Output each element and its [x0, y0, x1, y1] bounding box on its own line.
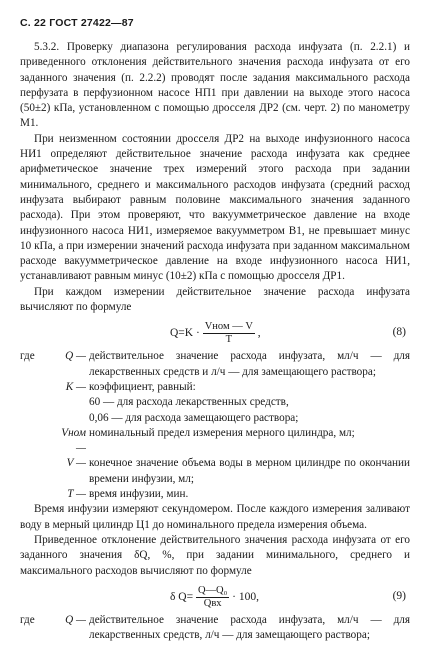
- definition-row: [20, 613, 410, 644]
- definition-symbol: V —: [66, 457, 86, 470]
- definitions-formula-9: [20, 613, 410, 644]
- definition-row: [20, 456, 410, 487]
- formula-9-denominator: Qвх: [203, 597, 222, 609]
- formula-8-number: (8): [392, 326, 406, 339]
- definition-text: действительное значение расхода инфузата, мл/ч — для лекарственных средств, л/ч — для замещающего раствора;: [89, 613, 410, 642]
- formula-9: [20, 581, 410, 611]
- formula-9-fraction: [196, 585, 229, 610]
- definition-text: коэффициент, равный:: [89, 380, 196, 393]
- page-header: С. 22 ГОСТ 27422—87: [20, 17, 134, 29]
- where-label: где: [20, 613, 35, 626]
- definition-row: [20, 426, 410, 457]
- paragraph-measurement: При неизменном состоянии дросселя ДР2 на выходе инфузионного насоса НИ1 определяют действительное значение расхода инфузата как среднее арифметическое значение трех измерений этого расхода при задании минимального, среднего и максимального расходов инфузата (средний расход инфузата выбирают равным половине максимального значения заданного расхода). При этом проверяют, что вакуумметрическое давление на входе инфузионного насоса НИ1, измеряемое вакуумметром В1, не превышает минус 10 кПа, а при измерении значений расхода инфузата при заданном максимальном расходе вакуумметрическое давление на входе инфузионного насоса НИ1, устанавливают равным минус (10±2) кПа с помощью дросселя ДР1.: [20, 132, 410, 283]
- definition-text: действительное значение расхода инфузата, мл/ч — для лекарственных средств и л/ч — для замещающего раствора;: [89, 350, 410, 378]
- formula-9-number: (9): [392, 589, 406, 602]
- paragraph-formula-intro: При каждом измерении действительное значение расхода инфузата вычисляют по формуле: [20, 285, 410, 314]
- paragraph-deviation: Приведенное отклонение действительного значения расхода инфузата от его заданного значения δQ, %, при задании минимального, среднего и максимального расходов вычисляют по формуле: [20, 533, 410, 577]
- definition-symbol: Vном —: [61, 426, 86, 455]
- formula-8-expression: [170, 321, 261, 346]
- definition-row: [20, 395, 410, 410]
- formula-8-comma: ,: [257, 327, 261, 340]
- definition-row: [20, 487, 410, 502]
- definition-symbol: Q —: [65, 350, 86, 363]
- formula-8-numerator: Vном — V: [204, 321, 253, 333]
- definition-row: [20, 380, 410, 395]
- definitions-formula-8: [20, 349, 410, 502]
- formula-9-tail: · 100,: [232, 590, 260, 603]
- formula-9-expression: [170, 585, 259, 610]
- definition-symbol: K —: [65, 380, 86, 393]
- paragraph-infusion-time: Время инфузии измеряют секундомером. После каждого измерения заливают воду в мерный цилиндр Ц1 до номинального предела измерения объема.: [20, 503, 410, 531]
- definition-text: 60 — для расхода лекарственных средств,: [89, 396, 289, 409]
- definition-text: номинальный предел измерения мерного цилиндра, мл;: [89, 426, 355, 439]
- formula-8-denominator: T: [225, 334, 233, 346]
- definition-row: [20, 411, 410, 426]
- where-label: где: [20, 350, 35, 363]
- formula-8-lhs: Q=K ·: [170, 327, 200, 340]
- definition-symbol: T —: [67, 488, 86, 501]
- definition-text: конечное значение объема воды в мерном цилиндре по окончании времени инфузии, мл;: [89, 457, 410, 485]
- definition-text: время инфузии, мин.: [89, 488, 189, 501]
- document-body: [20, 40, 410, 643]
- definition-row: [20, 349, 410, 380]
- formula-8: [20, 317, 410, 347]
- definition-text: 0,06 — для расхода замещающего раствора;: [89, 411, 299, 424]
- definition-symbol: Q —: [65, 613, 86, 626]
- formula-9-lhs: δ Q=: [170, 590, 194, 603]
- formula-8-fraction: [203, 321, 255, 346]
- formula-9-numerator: Q—Q₀: [197, 584, 228, 596]
- paragraph-5-3-2: 5.3.2. Проверку диапазона регулирования расхода инфузата (п. 2.2.1) и приведенного отклонения действительного значения расхода инфузата от его заданного значения (п. 2.2.2) проводят после задания максимального расхода перфузата в перфузионном насосе НП1 при давлении на выходе этого насоса (50±2) кПа, установленном с помощью дросселя ДР2 (см. черт. 2) по манометру М1.: [20, 41, 410, 130]
